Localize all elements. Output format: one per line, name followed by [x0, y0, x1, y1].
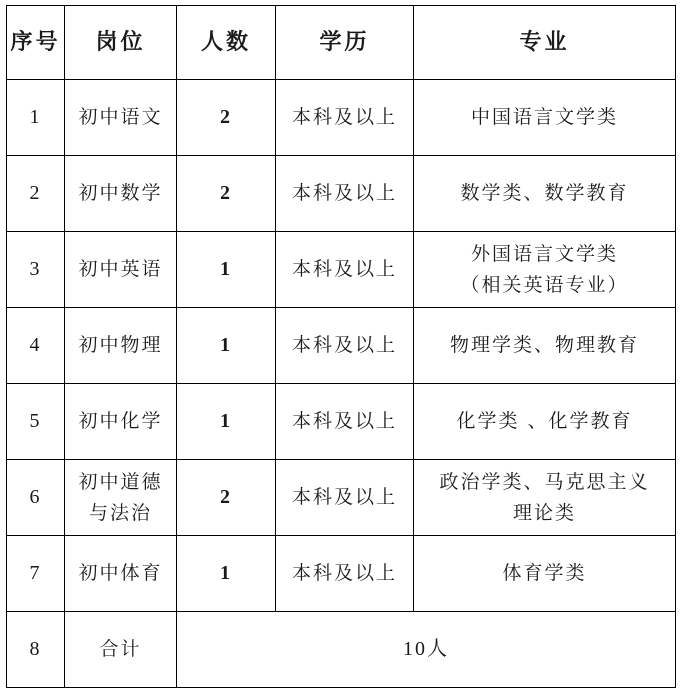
cell-position — [65, 156, 177, 232]
table-row — [7, 308, 676, 384]
cell-position — [65, 308, 177, 384]
cell-count: 2 — [177, 80, 276, 156]
major-line: 体育学类 — [502, 562, 587, 584]
cell-count: 1 — [177, 308, 276, 384]
header-position: 岗位 — [65, 6, 177, 80]
position-line: 初中数学 — [78, 182, 163, 204]
cell-no: 2 — [7, 156, 65, 232]
cell-major — [414, 156, 676, 232]
cell-no: 6 — [7, 460, 65, 536]
cell-major — [414, 80, 676, 156]
total-value: 10人 — [177, 612, 676, 688]
cell-education: 本科及以上 — [276, 156, 414, 232]
cell-no: 5 — [7, 384, 65, 460]
header-no: 序号 — [7, 6, 65, 80]
position-line: 初中化学 — [78, 410, 163, 432]
table-row — [7, 384, 676, 460]
table-row — [7, 232, 676, 308]
cell-position — [65, 384, 177, 460]
cell-major — [414, 460, 676, 536]
cell-education: 本科及以上 — [276, 232, 414, 308]
position-line: 初中英语 — [78, 258, 163, 280]
cell-no: 4 — [7, 308, 65, 384]
table-row — [7, 156, 676, 232]
header-row — [7, 6, 676, 80]
major-line: 化学类 、化学教育 — [456, 410, 633, 432]
cell-no: 7 — [7, 536, 65, 612]
cell-count: 2 — [177, 156, 276, 232]
cell-position — [65, 536, 177, 612]
cell-count: 1 — [177, 232, 276, 308]
cell-major — [414, 232, 676, 308]
position-line: 初中语文 — [78, 106, 163, 128]
cell-major — [414, 384, 676, 460]
cell-education: 本科及以上 — [276, 460, 414, 536]
major-line: 物理学类、物理教育 — [449, 334, 639, 356]
major-line: （相关英语专业） — [460, 273, 629, 296]
table-row — [7, 536, 676, 612]
cell-position — [65, 460, 177, 536]
total-no: 8 — [7, 612, 65, 688]
position-line: 初中物理 — [78, 334, 163, 356]
cell-count: 2 — [177, 460, 276, 536]
major-line: 数学类、数学教育 — [460, 182, 629, 204]
cell-no: 3 — [7, 232, 65, 308]
table-row — [7, 80, 676, 156]
cell-education: 本科及以上 — [276, 308, 414, 384]
cell-count: 1 — [177, 536, 276, 612]
cell-major — [414, 536, 676, 612]
header-count: 人数 — [177, 6, 276, 80]
total-label: 合计 — [65, 612, 177, 688]
major-line: 政治学类、马克思主义 — [439, 470, 650, 493]
major-line: 外国语言文学类 — [470, 242, 618, 265]
recruitment-table — [6, 5, 676, 688]
cell-education: 本科及以上 — [276, 384, 414, 460]
cell-count: 1 — [177, 384, 276, 460]
major-line: 理论类 — [512, 501, 576, 524]
header-major: 专业 — [414, 6, 676, 80]
major-line: 中国语言文学类 — [470, 106, 618, 128]
position-line: 初中道德 — [78, 470, 163, 493]
cell-education: 本科及以上 — [276, 80, 414, 156]
cell-position — [65, 232, 177, 308]
table-row — [7, 460, 676, 536]
cell-major — [414, 308, 676, 384]
position-line: 初中体育 — [78, 562, 163, 584]
header-education: 学历 — [276, 6, 414, 80]
cell-position — [65, 80, 177, 156]
cell-education: 本科及以上 — [276, 536, 414, 612]
table-body — [7, 80, 676, 688]
total-row — [7, 612, 676, 688]
cell-no: 1 — [7, 80, 65, 156]
position-line: 与法治 — [88, 501, 152, 524]
